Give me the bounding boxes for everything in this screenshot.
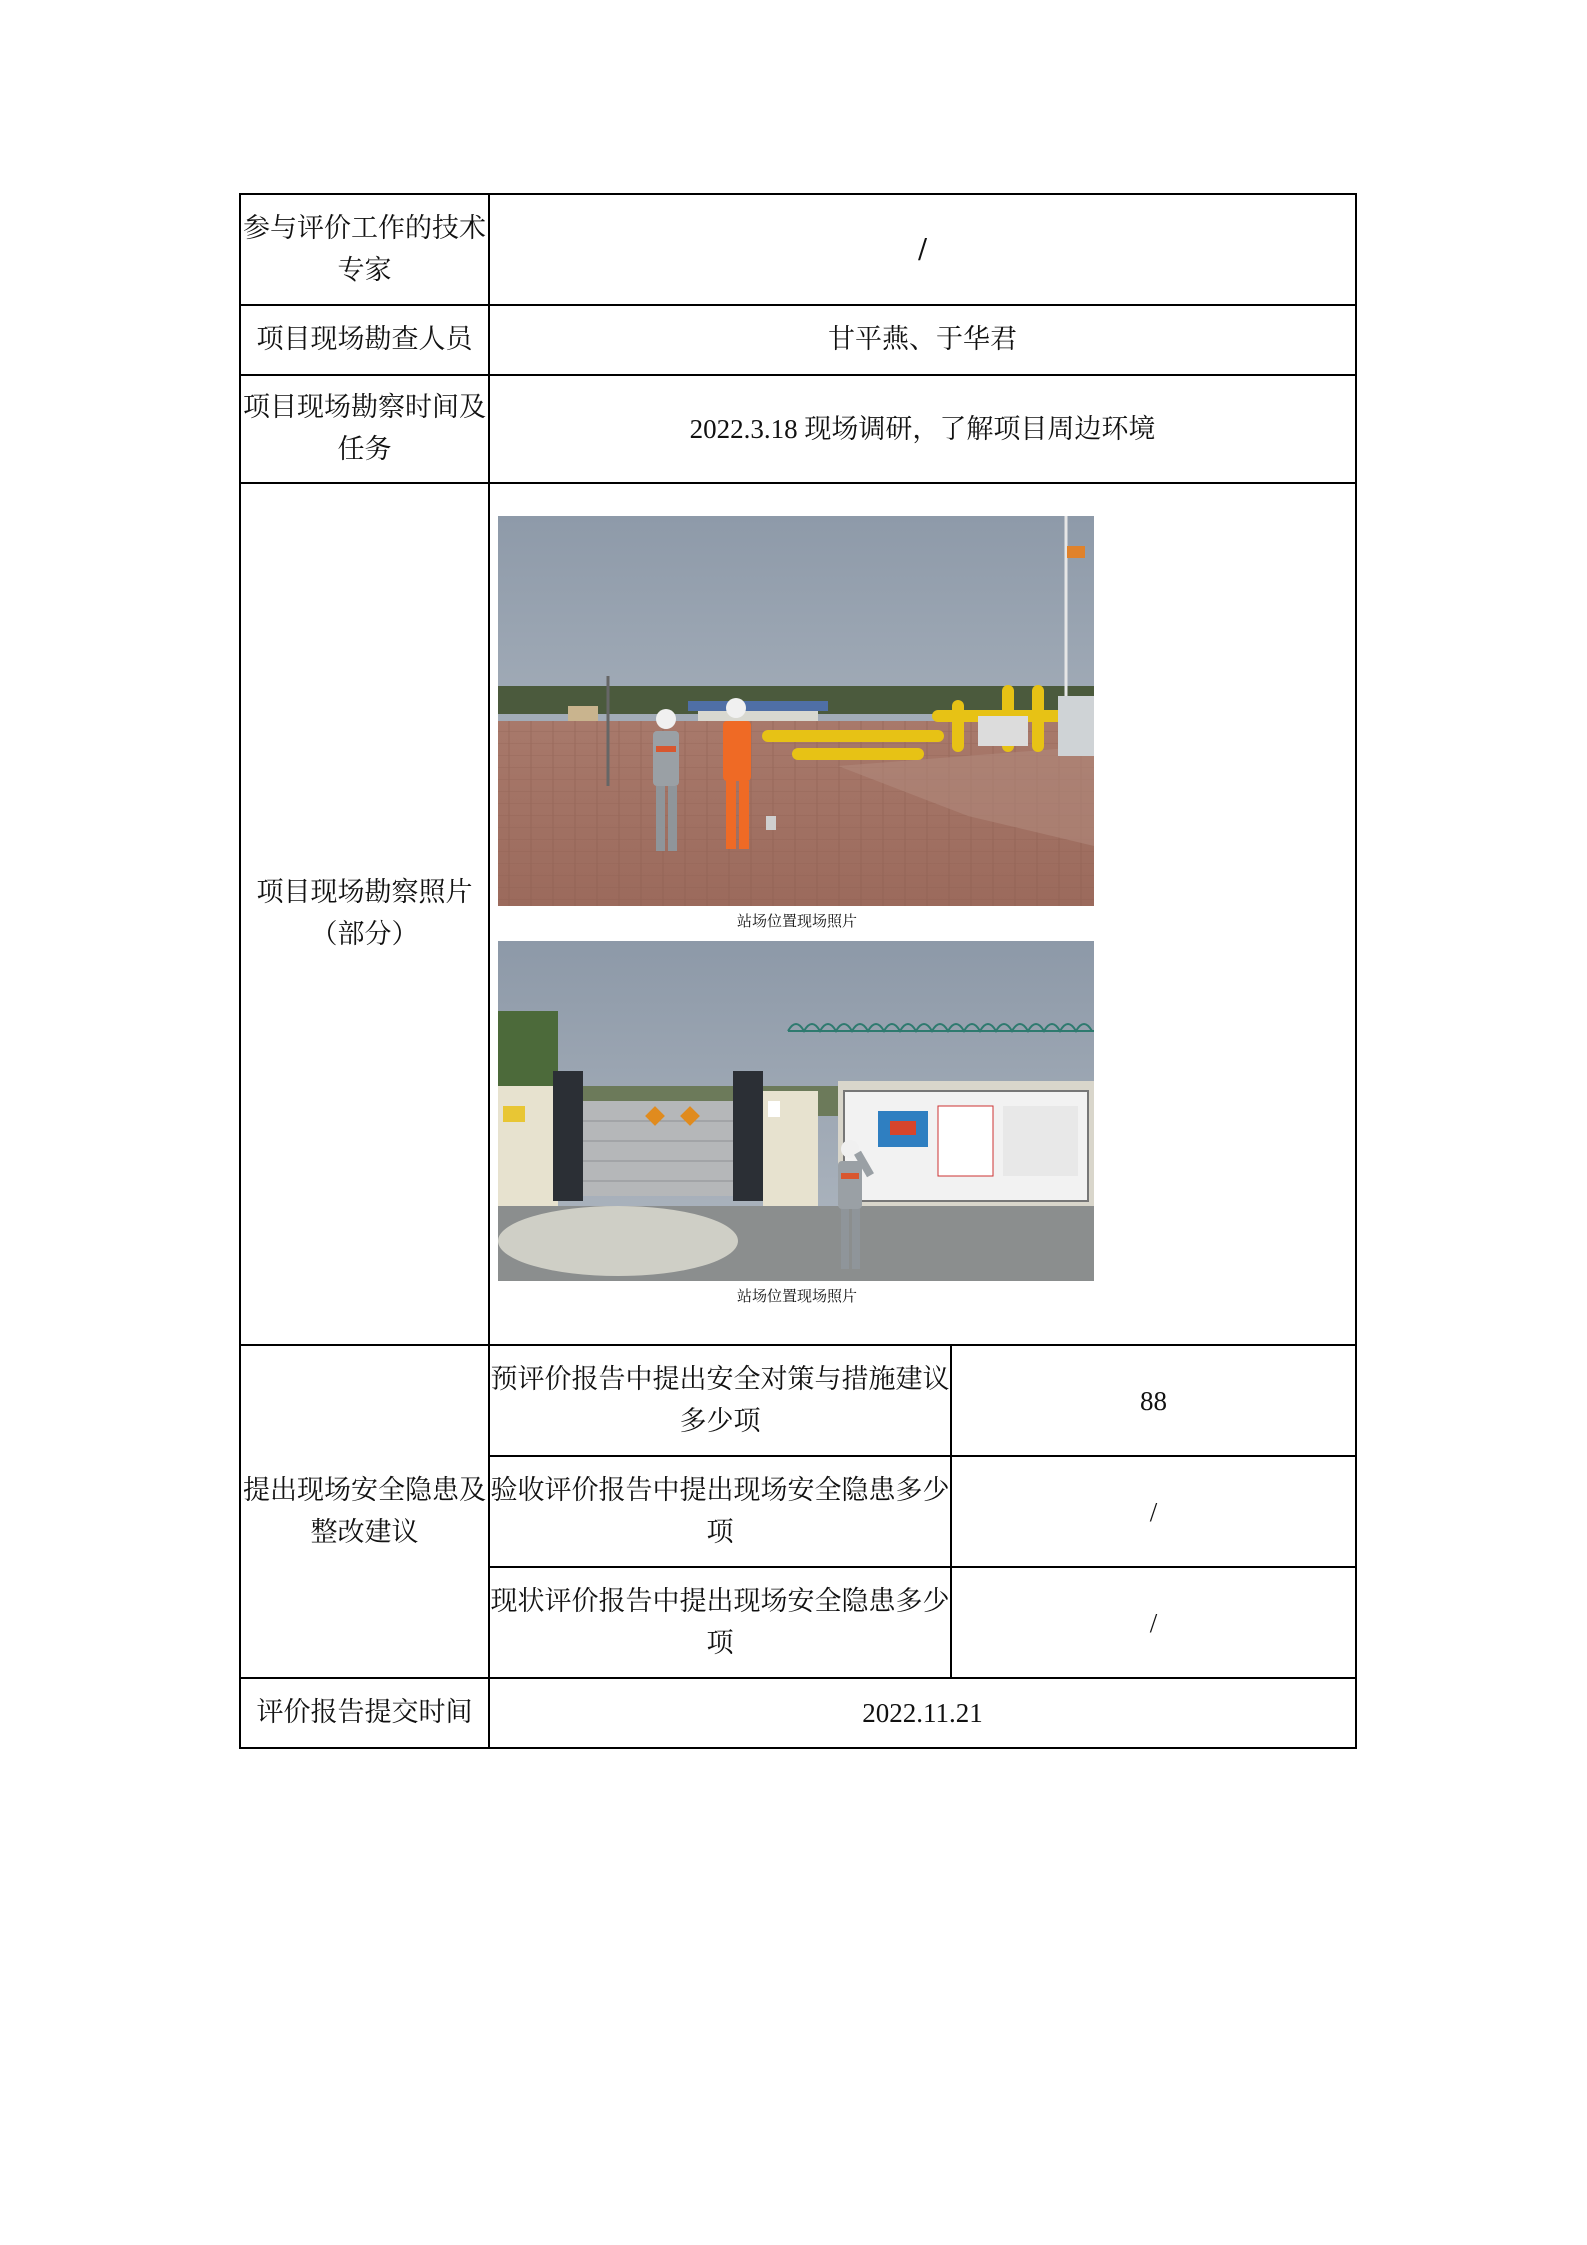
- row-inspectors: [240, 305, 1356, 375]
- photos-cell: [489, 483, 1356, 1345]
- hazard-item-2-value: /: [951, 1456, 1356, 1567]
- evaluation-info-table: [239, 193, 1357, 1749]
- survey-time-value: 2022.3.18 现场调研，了解项目周边环境: [489, 375, 1356, 483]
- submit-time-label: 评价报告提交时间: [240, 1678, 489, 1748]
- experts-label: 参与评价工作的技术专家: [240, 194, 489, 305]
- photos-label: 项目现场勘察照片（部分）: [240, 483, 489, 1345]
- hazards-label: 提出现场安全隐患及整改建议: [240, 1345, 489, 1678]
- photo-caption-1: 站场位置现场照片: [736, 912, 857, 930]
- row-survey-time: [240, 375, 1356, 483]
- worker-at-station-gate-photo: [498, 941, 1094, 1281]
- submit-time-value: 2022.11.21: [489, 1678, 1356, 1748]
- hazard-item-1-label: 预评价报告中提出安全对策与措施建议多少项: [489, 1345, 951, 1456]
- hazard-item-3-label: 现状评价报告中提出现场安全隐患多少项: [489, 1567, 951, 1678]
- photo-block-1: [498, 516, 1096, 931]
- row-hazards-1: [240, 1345, 1356, 1456]
- inspectors-label: 项目现场勘查人员: [240, 305, 489, 375]
- two-workers-at-gas-station-photo: [498, 516, 1094, 906]
- hazard-item-3-value: /: [951, 1567, 1356, 1678]
- row-experts: [240, 194, 1356, 305]
- photo-caption-2: 站场位置现场照片: [736, 1287, 857, 1305]
- row-submit-time: [240, 1678, 1356, 1748]
- hazard-item-2-label: 验收评价报告中提出现场安全隐患多少项: [489, 1456, 951, 1567]
- experts-value: /: [489, 194, 1356, 305]
- inspectors-value: 甘平燕、于华君: [489, 305, 1356, 375]
- hazard-item-1-value: 88: [951, 1345, 1356, 1456]
- photo-block-2: [498, 941, 1096, 1306]
- survey-time-label: 项目现场勘察时间及任务: [240, 375, 489, 483]
- row-photos: [240, 483, 1356, 1345]
